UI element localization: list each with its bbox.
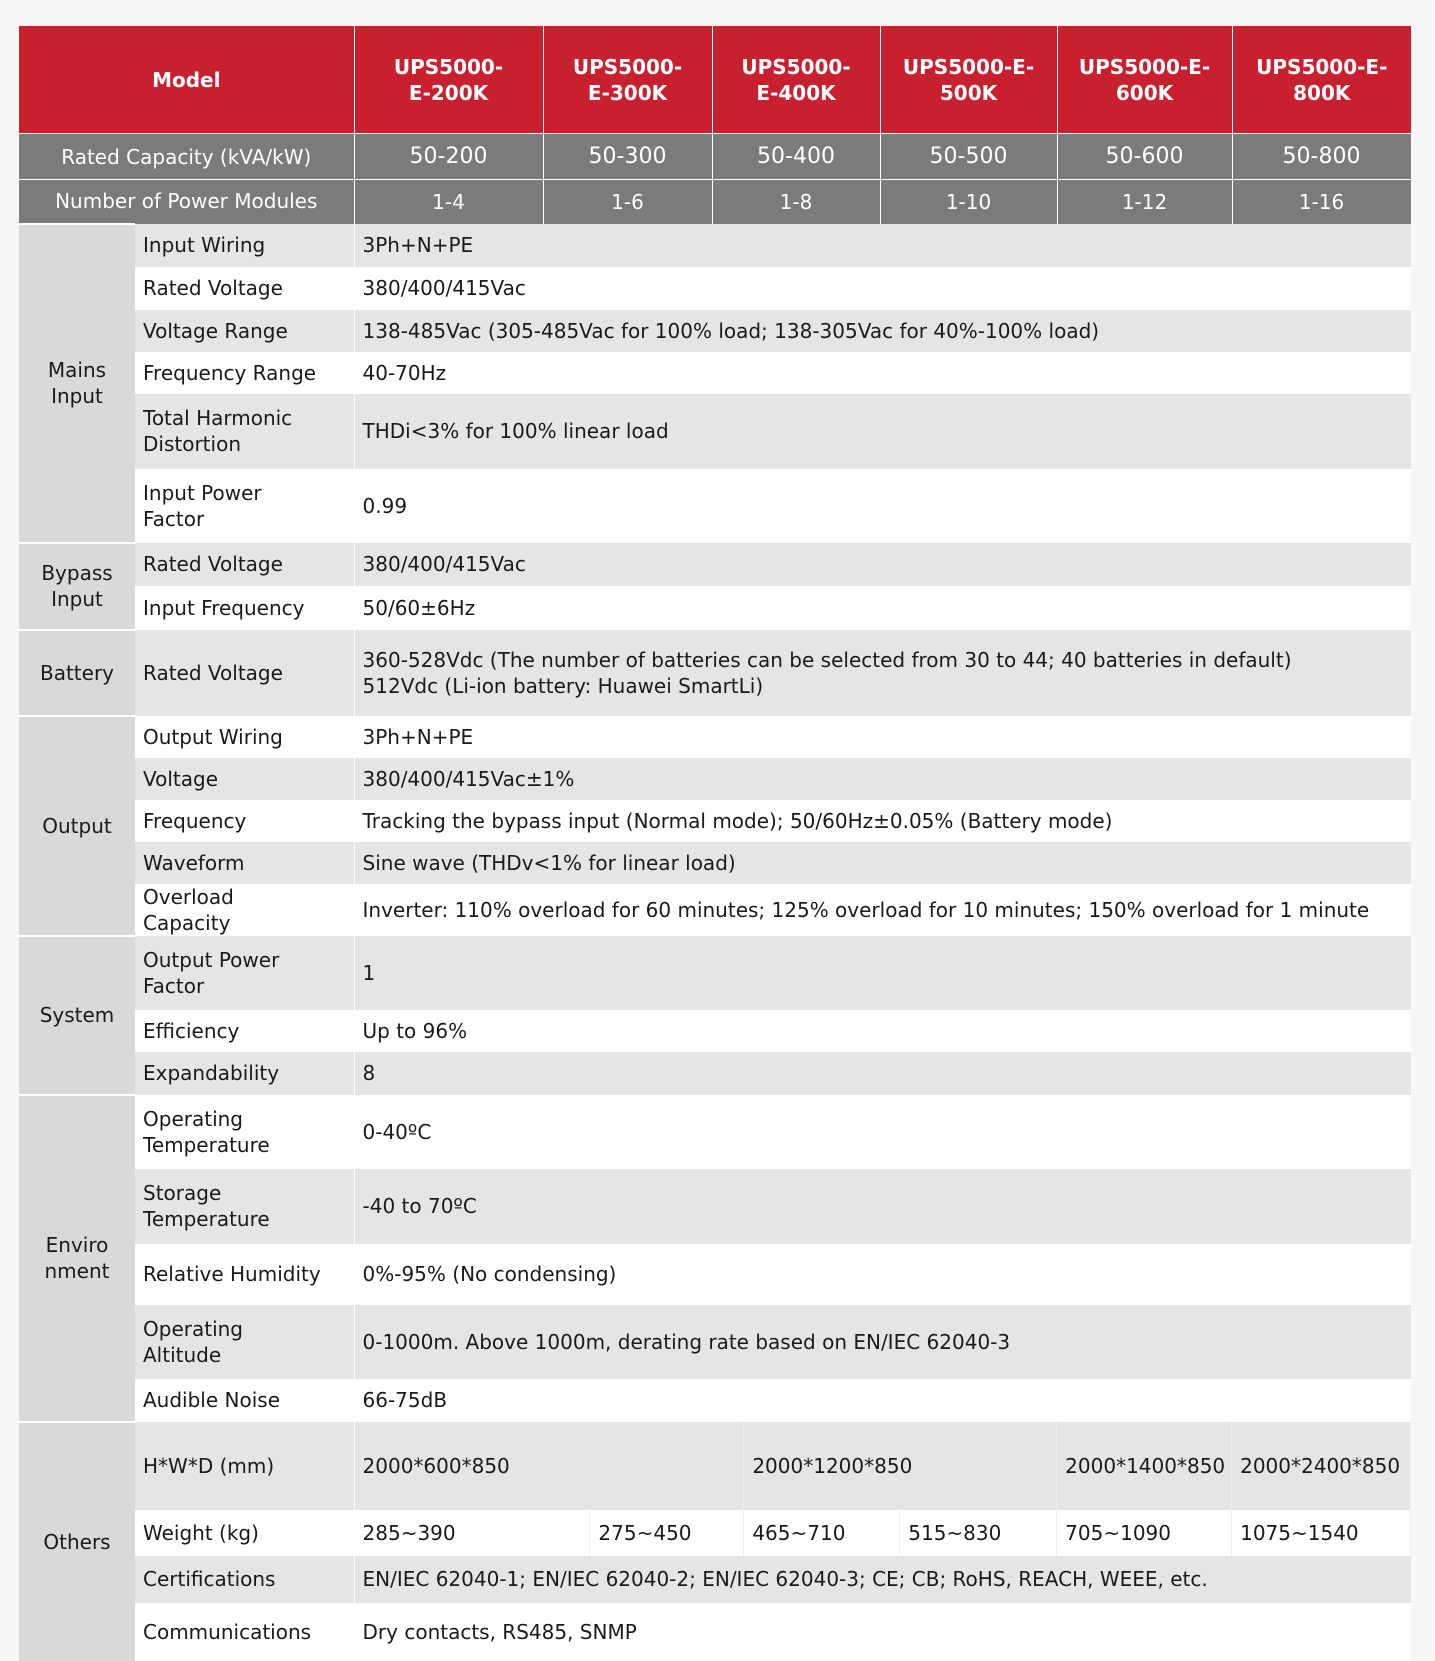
spec-label: Output Power Factor (135, 936, 354, 1010)
spec-value: 40-70Hz (362, 360, 447, 385)
spec-value: 0%-95% (No condensing) (362, 1262, 617, 1286)
spec-value: 1 (362, 960, 376, 985)
spec-row (19, 1422, 1411, 1510)
capacity-value: 50-400 (712, 134, 880, 180)
spec-value: 3Ph+N+PE (362, 233, 474, 257)
modules-value: 1-6 (543, 180, 712, 224)
spec-label: Operating Altitude (135, 1305, 354, 1379)
spec-label: Rated Voltage (135, 267, 354, 310)
group-label: Mains Input (19, 224, 135, 543)
spec-value-cell (354, 630, 1411, 716)
spec-value: -40 to 70ºC (362, 1194, 477, 1218)
spec-value: 1075~1540 (1232, 1510, 1411, 1556)
spec-row (19, 1556, 1411, 1603)
spec-value: 380/400/415Vac (362, 552, 526, 576)
spec-row (19, 1244, 1411, 1305)
spec-label: Input Wiring (135, 224, 354, 267)
spec-label: Input Power Factor (135, 469, 354, 543)
spec-value-cell (354, 1052, 1411, 1095)
spec-row (19, 842, 1411, 884)
model-header: UPS5000-E-800K (1232, 26, 1411, 134)
spec-value: 515~830 (900, 1510, 1057, 1556)
spec-row (19, 1095, 1411, 1169)
spec-row (19, 543, 1411, 586)
spec-row (19, 586, 1411, 630)
capacity-value: 50-300 (543, 134, 712, 180)
spec-table-container (19, 26, 1411, 1661)
modules-value: 1-12 (1057, 180, 1232, 224)
spec-value-cell (354, 1510, 1411, 1556)
spec-label: Input Frequency (135, 586, 354, 630)
spec-value-cell (354, 1422, 1411, 1510)
spec-value: 0.99 (362, 493, 408, 518)
modules-value: 1-16 (1232, 180, 1411, 224)
capacity-value: 50-600 (1057, 134, 1232, 180)
model-header: UPS5000-E-200K (354, 26, 543, 134)
spec-value: 2000*600*850 (355, 1422, 745, 1510)
spec-label: Efficiency (135, 1010, 354, 1052)
spec-value: 705~1090 (1057, 1510, 1232, 1556)
spec-value-cell (354, 352, 1411, 394)
spec-value-cell (354, 469, 1411, 543)
spec-value: 360-528Vdc (The number of batteries can be selected from 30 to 44; 40 batteries in default) 512Vdc (Li-ion battery: Huawei SmartLi) (362, 647, 1292, 698)
spec-row (19, 1169, 1411, 1244)
group-label: System (19, 936, 135, 1095)
capacity-value: 50-800 (1232, 134, 1411, 180)
spec-row (19, 469, 1411, 543)
model-header: UPS5000-E-500K (880, 26, 1057, 134)
spec-value: 380/400/415Vac±1% (362, 766, 575, 791)
spec-label: Audible Noise (135, 1379, 354, 1422)
spec-value: 2000*2400*850 (1232, 1422, 1411, 1510)
spec-row (19, 630, 1411, 716)
spec-value-cell (354, 1095, 1411, 1169)
spec-row (19, 267, 1411, 310)
spec-row (19, 1510, 1411, 1556)
spec-row (19, 758, 1411, 800)
spec-value-cell (354, 884, 1411, 936)
spec-value: Sine wave (THDv<1% for linear load) (362, 850, 736, 875)
spec-value-cell (354, 1603, 1411, 1661)
modules-value: 1-10 (880, 180, 1057, 224)
modules-row (19, 180, 1411, 224)
capacity-label: Rated Capacity (kVA/kW) (19, 134, 354, 180)
spec-label: Operating Temperature (135, 1095, 354, 1169)
spec-value-cell (354, 267, 1411, 310)
spec-value: Up to 96% (362, 1018, 468, 1043)
spec-value: 138-485Vac (305-485Vac for 100% load; 138-305Vac for 40%-100% load) (362, 318, 1100, 343)
spec-value: 50/60±6Hz (362, 595, 476, 620)
spec-value-cell (354, 936, 1411, 1010)
spec-value-cell (354, 800, 1411, 842)
spec-value-cell (354, 1305, 1411, 1379)
model-header: UPS5000-E-400K (712, 26, 880, 134)
spec-row (19, 394, 1411, 469)
spec-value-cell (354, 586, 1411, 630)
model-header: UPS5000-E-300K (543, 26, 712, 134)
spec-label: Relative Humidity (135, 1244, 354, 1305)
spec-row (19, 800, 1411, 842)
spec-label: Weight (kg) (135, 1510, 354, 1556)
spec-value: 285~390 (355, 1510, 591, 1556)
group-label: Battery (19, 630, 135, 716)
spec-label: Expandability (135, 1052, 354, 1095)
spec-label: Waveform (135, 842, 354, 884)
spec-value: EN/IEC 62040-1; EN/IEC 62040-2; EN/IEC 62040-3; CE; CB; RoHS, REACH, WEEE, etc. (362, 1567, 1208, 1591)
modules-value: 1-4 (354, 180, 543, 224)
spec-value: Tracking the bypass input (Normal mode); 50/60Hz±0.05% (Battery mode) (362, 808, 1113, 833)
spec-value-cell (354, 1244, 1411, 1305)
spec-label: Rated Voltage (135, 630, 354, 716)
spec-label: Frequency (135, 800, 354, 842)
spec-label: Total Harmonic Distortion (135, 394, 354, 469)
spec-value: THDi<3% for 100% linear load (362, 419, 669, 443)
group-label: Output (19, 716, 135, 936)
model-header: UPS5000-E-600K (1057, 26, 1232, 134)
spec-value-cell (354, 842, 1411, 884)
spec-row (19, 310, 1411, 352)
spec-value: Inverter: 110% overload for 60 minutes; 125% overload for 10 minutes; 150% overload for 1 minute (362, 897, 1370, 922)
spec-label: H*W*D (mm) (135, 1422, 354, 1510)
spec-row (19, 224, 1411, 267)
spec-label: Storage Temperature (135, 1169, 354, 1244)
spec-label: Voltage Range (135, 310, 354, 352)
modules-value: 1-8 (712, 180, 880, 224)
spec-label: Overload Capacity (135, 884, 354, 936)
spec-row (19, 884, 1411, 936)
spec-row (19, 1305, 1411, 1379)
capacity-row (19, 134, 1411, 180)
model-header: Model (19, 26, 354, 134)
spec-value: 66-75dB (362, 1388, 448, 1412)
spec-value: 0-40ºC (362, 1119, 432, 1144)
spec-label: Frequency Range (135, 352, 354, 394)
spec-value-cell (354, 758, 1411, 800)
spec-value-cell (354, 1169, 1411, 1244)
capacity-value: 50-200 (354, 134, 543, 180)
spec-label: Rated Voltage (135, 543, 354, 586)
spec-label: Voltage (135, 758, 354, 800)
spec-value: 8 (362, 1061, 376, 1085)
spec-value: 0-1000m. Above 1000m, derating rate based on EN/IEC 62040-3 (362, 1329, 1011, 1354)
spec-value-cell (354, 1556, 1411, 1603)
spec-row (19, 936, 1411, 1010)
spec-row (19, 352, 1411, 394)
spec-label: Certifications (135, 1556, 354, 1603)
group-label: Others (19, 1422, 135, 1661)
spec-value-cell (354, 716, 1411, 758)
modules-label: Number of Power Modules (19, 180, 354, 224)
spec-row (19, 716, 1411, 758)
spec-value-cell (354, 310, 1411, 352)
spec-label: Communications (135, 1603, 354, 1661)
spec-value-cell (354, 394, 1411, 469)
spec-value: 3Ph+N+PE (362, 724, 474, 749)
spec-value: 275~450 (590, 1510, 744, 1556)
spec-row (19, 1052, 1411, 1095)
spec-value-cell (354, 1379, 1411, 1422)
spec-value: 2000*1400*850 (1057, 1422, 1232, 1510)
header-row (19, 26, 1411, 134)
spec-value: Dry contacts, RS485, SNMP (362, 1619, 637, 1644)
spec-value-cell (354, 1010, 1411, 1052)
spec-row (19, 1379, 1411, 1422)
spec-table (19, 26, 1412, 1661)
group-label: Enviro nment (19, 1095, 135, 1422)
spec-row (19, 1010, 1411, 1052)
spec-row (19, 1603, 1411, 1661)
spec-value-cell (354, 224, 1411, 267)
group-label: Bypass Input (19, 543, 135, 630)
capacity-value: 50-500 (880, 134, 1057, 180)
spec-value: 465~710 (744, 1510, 900, 1556)
spec-value: 380/400/415Vac (362, 276, 526, 300)
spec-value: 2000*1200*850 (744, 1422, 1057, 1510)
spec-value-cell (354, 543, 1411, 586)
spec-label: Output Wiring (135, 716, 354, 758)
